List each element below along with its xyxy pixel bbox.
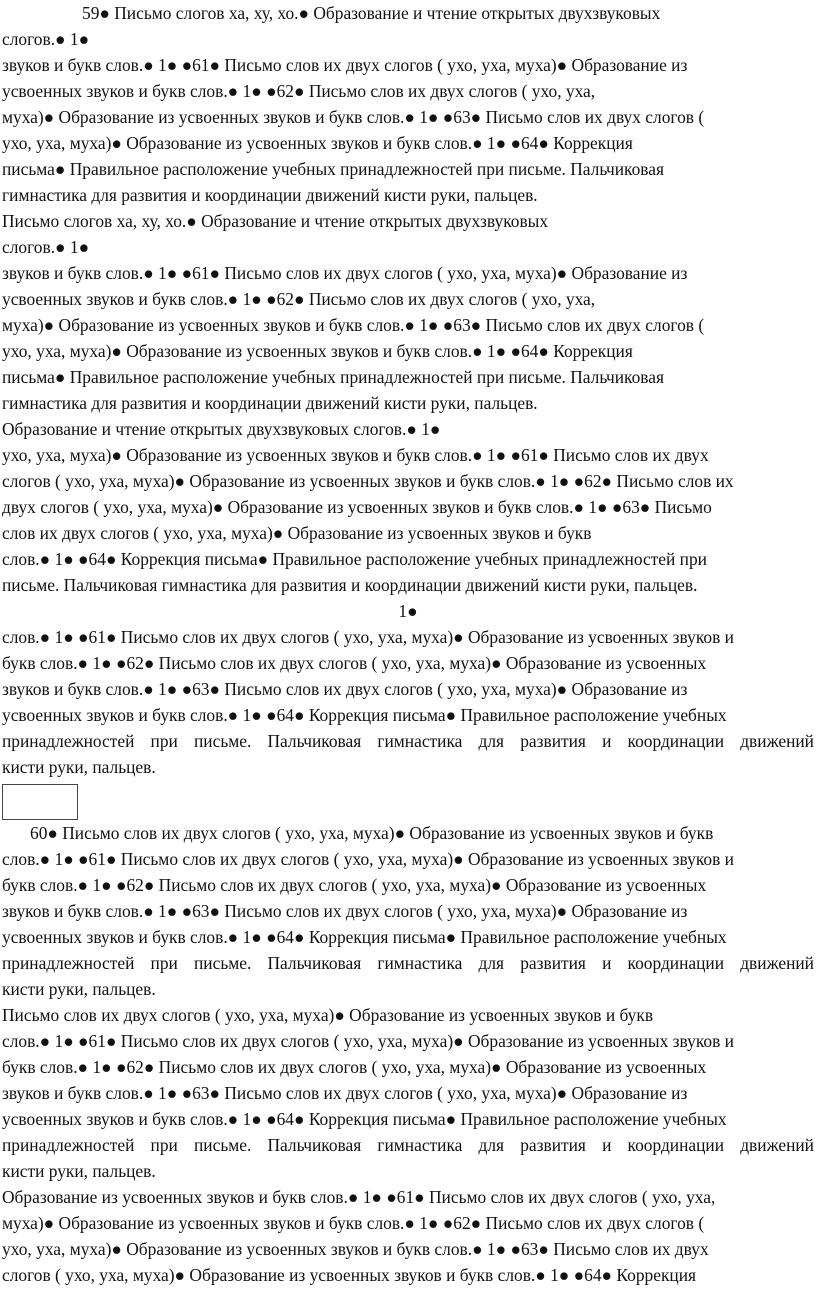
- text-line: ухо, уха, муха)● Образование из усвоенных звуков и букв слов.● 1● ●63● Письмо слов их двух: [2, 1239, 709, 1259]
- text-line: звуков и букв слов.● 1● ●61● Письмо слов их двух слогов ( ухо, уха, муха)● Образование из: [2, 263, 688, 283]
- text-line: слов.● 1● ●61● Письмо слов их двух слогов ( ухо, уха, муха)● Образование из усвоенных звуков и: [2, 627, 734, 647]
- text-line: 59● Письмо слогов ха, ху, хо.● Образование и чтение открытых двухзвуковых: [82, 3, 661, 23]
- text-line: звуков и букв слов.● 1● ●63● Письмо слов их двух слогов ( ухо, уха, муха)● Образование из: [2, 901, 688, 921]
- text-line: усвоенных звуков и букв слов.● 1● ●64● Коррекция письма● Правильное расположение учебных: [2, 705, 727, 725]
- text-line: ухо, уха, муха)● Образование из усвоенных звуков и букв слов.● 1● ●64● Коррекция: [2, 133, 633, 153]
- text-line: гимнастика для развития и координации движений кисти руки, пальцев.: [2, 185, 538, 205]
- text-line: ухо, уха, муха)● Образование из усвоенных звуков и букв слов.● 1● ●61● Письмо слов их двух: [2, 445, 709, 465]
- text-line: слогов ( ухо, уха, муха)● Образование из усвоенных звуков и букв слов.● 1● ●62● Письмо слов их: [2, 471, 734, 491]
- text-line: слов их двух слогов ( ухо, уха, муха)● Образование из усвоенных звуков и букв: [2, 523, 592, 543]
- text-line: букв слов.● 1● ●62● Письмо слов их двух слогов ( ухо, уха, муха)● Образование из усвоенных: [2, 875, 707, 895]
- text-line: слов.● 1● ●61● Письмо слов их двух слогов ( ухо, уха, муха)● Образование из усвоенных звуков и: [2, 1031, 734, 1051]
- text-line: усвоенных звуков и букв слов.● 1● ●64● Коррекция письма● Правильное расположение учебных: [2, 927, 727, 947]
- text-line: Письмо слов их двух слогов ( ухо, уха, муха)● Образование из усвоенных звуков и букв: [2, 1005, 654, 1025]
- text-line: принадлежностей при письме. Пальчиковая гимнастика для развития и координации движений: [2, 953, 814, 973]
- text-line: слогов.● 1●: [2, 237, 90, 257]
- text-line: Образование и чтение открытых двухзвуковых слогов.● 1●: [2, 419, 441, 439]
- text-line: звуков и букв слов.● 1● ●61● Письмо слов их двух слогов ( ухо, уха, муха)● Образование из: [2, 55, 688, 75]
- text-line: слогов.● 1●: [2, 29, 90, 49]
- text-line: слов.● 1● ●61● Письмо слов их двух слогов ( ухо, уха, муха)● Образование из усвоенных звуков и: [2, 849, 734, 869]
- text-line: принадлежностей при письме. Пальчиковая гимнастика для развития и координации движений: [2, 1135, 814, 1155]
- text-line: принадлежностей при письме. Пальчиковая гимнастика для развития и координации движений: [2, 731, 814, 751]
- text-line: кисти руки, пальцев.: [2, 1161, 156, 1181]
- text-line: 1●: [398, 601, 418, 621]
- text-line: усвоенных звуков и букв слов.● 1● ●64● Коррекция письма● Правильное расположение учебных: [2, 1109, 727, 1129]
- empty-frame: [2, 784, 78, 820]
- text-line: букв слов.● 1● ●62● Письмо слов их двух слогов ( ухо, уха, муха)● Образование из усвоенных: [2, 653, 707, 673]
- text-line: гимнастика для развития и координации движений кисти руки, пальцев.: [2, 393, 538, 413]
- text-line: кисти руки, пальцев.: [2, 979, 156, 999]
- text-line: муха)● Образование из усвоенных звуков и букв слов.● 1● ●62● Письмо слов их двух слогов (: [2, 1213, 705, 1233]
- text-line: двух слогов ( ухо, уха, муха)● Образование из усвоенных звуков и букв слов.● 1● ●63● Письмо: [2, 497, 712, 517]
- text-line: письма● Правильное расположение учебных принадлежностей при письме. Пальчиковая: [2, 159, 664, 179]
- text-line: ухо, уха, муха)● Образование из усвоенных звуков и букв слов.● 1● ●64● Коррекция: [2, 341, 633, 361]
- text-line: звуков и букв слов.● 1● ●63● Письмо слов их двух слогов ( ухо, уха, муха)● Образование из: [2, 679, 688, 699]
- text-line: письма● Правильное расположение учебных принадлежностей при письме. Пальчиковая: [2, 367, 664, 387]
- text-line: звуков и букв слов.● 1● ●63● Письмо слов их двух слогов ( ухо, уха, муха)● Образование из: [2, 1083, 688, 1103]
- text-line: усвоенных звуков и букв слов.● 1● ●62● Письмо слов их двух слогов ( ухо, уха,: [2, 81, 596, 101]
- text-line: письме. Пальчиковая гимнастика для развития и координации движений кисти руки, пальцев.: [2, 575, 698, 595]
- text-line: усвоенных звуков и букв слов.● 1● ●62● Письмо слов их двух слогов ( ухо, уха,: [2, 289, 596, 309]
- text-line: Письмо слогов ха, ху, хо.● Образование и чтение открытых двухзвуковых: [2, 211, 549, 231]
- text-line: муха)● Образование из усвоенных звуков и букв слов.● 1● ●63● Письмо слов их двух слогов (: [2, 315, 705, 335]
- text-line: букв слов.● 1● ●62● Письмо слов их двух слогов ( ухо, уха, муха)● Образование из усвоенных: [2, 1057, 707, 1077]
- text-line: слогов ( ухо, уха, муха)● Образование из усвоенных звуков и букв слов.● 1● ●64● Коррекция: [2, 1265, 697, 1285]
- text-line: слов.● 1● ●64● Коррекция письма● Правильное расположение учебных принадлежностей при: [2, 549, 707, 569]
- text-line: Образование из усвоенных звуков и букв слов.● 1● ●61● Письмо слов их двух слогов ( ухо, уха,: [2, 1187, 716, 1207]
- text-line: муха)● Образование из усвоенных звуков и букв слов.● 1● ●63● Письмо слов их двух слогов (: [2, 107, 705, 127]
- text-line: 60● Письмо слов их двух слогов ( ухо, уха, муха)● Образование из усвоенных звуков и букв: [30, 823, 714, 843]
- text-line: кисти руки, пальцев.: [2, 757, 156, 777]
